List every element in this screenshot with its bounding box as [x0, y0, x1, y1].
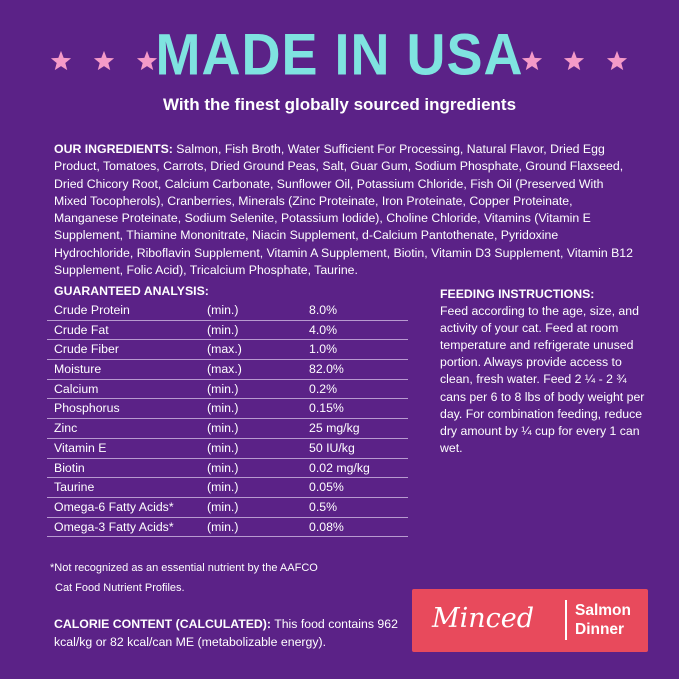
nutrient-value: 82.0%	[309, 362, 344, 377]
ingredients-paragraph	[54, 141, 639, 279]
footnote-line-2: Cat Food Nutrient Profiles.	[55, 582, 185, 594]
nutrient-value: 25 mg/kg	[309, 421, 360, 436]
nutrient-value: 0.08%	[309, 519, 344, 534]
nutrient-name: Omega-3 Fatty Acids*	[54, 519, 174, 534]
table-row	[47, 498, 408, 518]
badge-texture-label: Minced	[432, 603, 535, 634]
table-row	[47, 360, 408, 380]
nutrient-qualifier: (min.)	[207, 421, 239, 436]
badge-flavor	[575, 601, 631, 639]
nutrient-qualifier: (min.)	[207, 440, 239, 455]
ingredients-text: Salmon, Fish Broth, Water Sufficient For Processing, Natural Flavor, Dried Egg Product, Tomatoes, Carrots, Dried Ground Peas, Salt, Guar Gum, Sodium Phosphate, Ground Flaxseed, Dried Chicory Root, Calcium Carbonate, Sunflower Oil, Potassium Chloride, Fish Oil (Preserved With Mixed Tocopherols), Cranberries, Minerals (Zinc Proteinate, Iron Proteinate, Copper Proteinate, Manganese Proteinate, Sodium Selenite, Potassium Iodide), Choline Chloride, Vitamins (Vitamin E Supplement, Thiamine Mononitrate, Niacin Supplement, d-Calcium Pantothenate, Pyridoxine Hydrochloride, Riboflavin Supplement, Vitamin A Supplement, Biotin, Vitamin D3 Supplement, Vitamin B12 Supplement, Folic Acid), Tricalcium Phosphate, Taurine.	[54, 142, 633, 278]
page-subtitle: With the finest globally sourced ingredients	[162, 95, 517, 114]
nutrient-value: 8.0%	[309, 303, 338, 317]
nutrient-name: Phosphorus	[54, 401, 120, 416]
nutrient-qualifier: (max.)	[207, 362, 242, 377]
nutrient-qualifier: (min.)	[207, 519, 239, 534]
nutrient-name: Crude Protein	[54, 303, 130, 317]
calorie-text: This food contains 962 kcal/kg or 82 kcal/can ME (metabolizable energy).	[54, 617, 398, 649]
badge-flavor-line-1: Salmon	[575, 602, 631, 619]
nutrient-qualifier: (min.)	[207, 322, 239, 337]
nutrient-qualifier: (min.)	[207, 381, 239, 396]
badge-flavor-line-2: Dinner	[575, 621, 625, 638]
table-row	[47, 301, 408, 321]
feeding-label: FEEDING INSTRUCTIONS:	[440, 287, 595, 301]
product-badge	[412, 589, 648, 652]
nutrient-value: 4.0%	[309, 322, 338, 337]
table-row	[47, 399, 408, 419]
nutrient-value: 0.02 mg/kg	[309, 460, 370, 475]
nutrient-value: 0.5%	[309, 499, 338, 514]
header	[0, 0, 679, 130]
nutrient-name: Calcium	[54, 381, 99, 396]
badge-divider	[565, 600, 567, 640]
nutrient-name: Biotin	[54, 460, 85, 475]
guaranteed-analysis-heading: GUARANTEED ANALYSIS:	[54, 284, 209, 298]
nutrient-value: 0.05%	[309, 480, 344, 495]
nutrient-name: Zinc	[54, 421, 78, 436]
table-row	[47, 419, 408, 439]
nutrient-qualifier: (min.)	[207, 460, 239, 475]
nutrient-value: 0.2%	[309, 381, 338, 396]
nutrient-name: Crude Fiber	[54, 342, 119, 357]
guaranteed-analysis-table	[47, 301, 408, 537]
table-row	[47, 380, 408, 400]
nutrient-name: Moisture	[54, 362, 102, 377]
ingredients-label: OUR INGREDIENTS:	[54, 142, 173, 156]
calorie-label: CALORIE CONTENT (CALCULATED):	[54, 617, 271, 631]
feeding-text: Feed according to the age, size, and activity of your cat. Feed at room temperature and refrigerate unused portion. Always provide access to clean, fresh water. Feed 2 ¼ - 2 ¾ cans per 6 to 8 lbs of body weight per day. For combination feeding, reduce dry amount by ¼ cup for every 1 can wet.	[440, 304, 645, 455]
table-row	[47, 459, 408, 479]
nutrient-qualifier: (min.)	[207, 401, 239, 416]
nutrient-name: Omega-6 Fatty Acids*	[54, 499, 174, 514]
page-title: MADE IN USA	[155, 22, 524, 88]
feeding-instructions	[440, 286, 650, 457]
table-row	[47, 439, 408, 459]
nutrient-qualifier: (min.)	[207, 480, 239, 495]
calorie-content	[54, 615, 404, 651]
nutrient-name: Crude Fat	[54, 322, 109, 337]
nutrient-qualifier: (min.)	[207, 499, 239, 514]
table-row	[47, 340, 408, 360]
footnote-line-1: *Not recognized as an essential nutrient by the AAFCO	[50, 562, 318, 574]
nutrient-qualifier: (min.)	[207, 303, 239, 317]
table-row	[47, 321, 408, 341]
nutrient-name: Vitamin E	[54, 440, 107, 455]
nutrient-value: 1.0%	[309, 342, 338, 357]
nutrient-name: Taurine	[54, 480, 95, 495]
nutrient-qualifier: (max.)	[207, 342, 242, 357]
footnote	[50, 558, 380, 598]
nutrient-value: 0.15%	[309, 401, 344, 416]
nutrient-value: 50 IU/kg	[309, 440, 355, 455]
table-row	[47, 478, 408, 498]
table-row	[47, 518, 408, 538]
